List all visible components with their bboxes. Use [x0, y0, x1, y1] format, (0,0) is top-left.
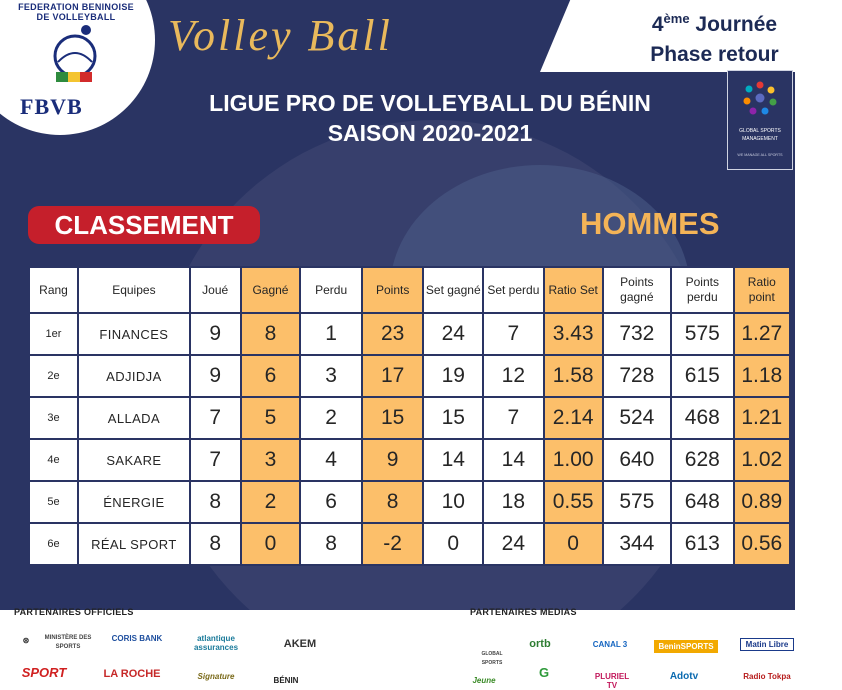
played-cell: 8 [190, 481, 241, 523]
round-number: 4 [651, 13, 664, 36]
media-logo: Adotv [669, 671, 699, 682]
sponsor-name-line1: GLOBAL SPORTS [739, 128, 781, 134]
partner-logo: Signature [197, 672, 235, 681]
rank-cell: 2e [29, 355, 78, 397]
won-cell: 2 [241, 481, 301, 523]
won-cell: 5 [241, 397, 301, 439]
played-cell: 9 [190, 355, 241, 397]
sets-won-cell: 24 [423, 313, 483, 355]
partner-logo: atlantique assurances [193, 634, 239, 652]
table-row [29, 313, 790, 355]
partner-logo: MINISTÈRE DES SPORTS [44, 635, 92, 650]
won-cell: 8 [241, 313, 301, 355]
header-points-gagne: Points gagné [603, 267, 671, 313]
header-ratio-set: Ratio Set [544, 267, 603, 313]
lost-cell: 2 [300, 397, 362, 439]
table-row [29, 439, 790, 481]
table-header-row [29, 267, 790, 313]
set-ratio-cell: 2.14 [544, 397, 603, 439]
points-won-cell: 640 [603, 439, 671, 481]
sets-lost-cell: 7 [483, 397, 543, 439]
table-row [29, 397, 790, 439]
point-ratio-cell: 1.21 [734, 397, 790, 439]
standings-table [28, 266, 791, 566]
partner-logo: SPORT [21, 665, 67, 680]
federation-acronym: FBVB [20, 94, 83, 119]
header-gagne: Gagné [241, 267, 301, 313]
played-cell: 9 [190, 313, 241, 355]
sponsor-logo [727, 70, 793, 170]
points-cell: -2 [362, 523, 424, 565]
media-logo: Jeune [472, 676, 496, 685]
sets-won-cell: 0 [423, 523, 483, 565]
lost-cell: 6 [300, 481, 362, 523]
won-cell: 0 [241, 523, 301, 565]
media-logo: Matin Libre [740, 638, 794, 651]
header-points-perdu: Points perdu [671, 267, 734, 313]
season-title: SAISON 2020-2021 [327, 120, 533, 146]
point-ratio-cell: 0.56 [734, 523, 790, 565]
point-ratio-cell: 1.18 [734, 355, 790, 397]
media-partners-title: PARTENAIRES MEDIAS [470, 607, 577, 617]
set-ratio-cell: 1.00 [544, 439, 603, 481]
partner-logo: LA ROCHE [103, 668, 161, 680]
sponsor-name [728, 127, 792, 143]
team-cell: FINANCES [78, 313, 190, 355]
header-perdu: Perdu [300, 267, 362, 313]
round-info [602, 4, 827, 70]
set-ratio-cell: 0.55 [544, 481, 603, 523]
round-suffix: ème [663, 11, 690, 26]
sponsor-tagline: WE MANAGE ALL SPORTS [737, 153, 783, 157]
header-set-gagne: Set gagné [423, 267, 483, 313]
official-partners-title: PARTENAIRES OFFICIELS [14, 607, 134, 617]
points-lost-cell: 613 [671, 523, 734, 565]
points-lost-cell: 648 [671, 481, 734, 523]
rank-cell: 6e [29, 523, 78, 565]
lost-cell: 3 [300, 355, 362, 397]
partner-logo: CORIS BANK [111, 634, 163, 643]
table-row [29, 523, 790, 565]
media-logo: ortb [529, 638, 551, 650]
sets-lost-cell: 7 [483, 313, 543, 355]
sets-lost-cell: 24 [483, 523, 543, 565]
lost-cell: 8 [300, 523, 362, 565]
won-cell: 3 [241, 439, 301, 481]
partner-ministry-seal-icon: ⊛ [22, 636, 30, 645]
header-ratio-point: Ratio point [734, 267, 790, 313]
points-cell: 15 [362, 397, 424, 439]
points-won-cell: 575 [603, 481, 671, 523]
rank-cell: 5e [29, 481, 78, 523]
sets-won-cell: 19 [423, 355, 483, 397]
media-logo: CANAL 3 [592, 640, 628, 649]
set-ratio-cell: 3.43 [544, 313, 603, 355]
media-logo: Radio Tokpa [743, 672, 791, 681]
points-won-cell: 524 [603, 397, 671, 439]
points-lost-cell: 615 [671, 355, 734, 397]
header-set-perdu: Set perdu [483, 267, 543, 313]
points-won-cell: 344 [603, 523, 671, 565]
sets-lost-cell: 14 [483, 439, 543, 481]
point-ratio-cell: 1.02 [734, 439, 790, 481]
script-title: Volley Ball [168, 11, 393, 60]
point-ratio-cell: 0.89 [734, 481, 790, 523]
lost-cell: 1 [300, 313, 362, 355]
media-logo: G [538, 665, 550, 680]
sets-won-cell: 14 [423, 439, 483, 481]
points-lost-cell: 575 [671, 313, 734, 355]
federation-name: FEDERATION BENINOISE DE VOLLEYBALL [18, 2, 134, 22]
header-points: Points [362, 267, 424, 313]
point-ratio-cell: 1.27 [734, 313, 790, 355]
table-row [29, 481, 790, 523]
team-cell: ALLADA [78, 397, 190, 439]
team-cell: ÉNERGIE [78, 481, 190, 523]
sets-won-cell: 10 [423, 481, 483, 523]
partner-logo: AKEM [283, 638, 317, 650]
points-cell: 17 [362, 355, 424, 397]
sponsor-name-line2: MANAGEMENT [742, 136, 778, 142]
header-joue: Joué [190, 267, 241, 313]
sponsor-dots-icon [743, 81, 777, 115]
round-word: Journée [695, 13, 778, 36]
phase-label: Phase retour [650, 43, 779, 66]
media-logo: BeninSPORTS [654, 640, 718, 653]
rank-cell: 4e [29, 439, 78, 481]
table-row [29, 355, 790, 397]
classement-label: CLASSEMENT [28, 206, 260, 244]
league-heading [150, 88, 710, 148]
header-rang: Rang [29, 267, 78, 313]
category-label: HOMMES [580, 206, 720, 241]
points-lost-cell: 468 [671, 397, 734, 439]
points-cell: 9 [362, 439, 424, 481]
points-won-cell: 732 [603, 313, 671, 355]
played-cell: 8 [190, 523, 241, 565]
rank-cell: 3e [29, 397, 78, 439]
points-cell: 23 [362, 313, 424, 355]
partner-logo: BÉNIN [273, 676, 299, 685]
sets-lost-cell: 18 [483, 481, 543, 523]
played-cell: 7 [190, 439, 241, 481]
team-cell: ADJIDJA [78, 355, 190, 397]
set-ratio-cell: 1.58 [544, 355, 603, 397]
points-cell: 8 [362, 481, 424, 523]
won-cell: 6 [241, 355, 301, 397]
set-ratio-cell: 0 [544, 523, 603, 565]
team-cell: RÉAL SPORT [78, 523, 190, 565]
sets-lost-cell: 12 [483, 355, 543, 397]
league-title: LIGUE PRO DE VOLLEYBALL DU BÉNIN [209, 90, 651, 116]
team-cell: SAKARE [78, 439, 190, 481]
media-logo: GLOBAL SPORTS [481, 651, 503, 666]
points-lost-cell: 628 [671, 439, 734, 481]
points-won-cell: 728 [603, 355, 671, 397]
lost-cell: 4 [300, 439, 362, 481]
header-equipes: Equipes [78, 267, 190, 313]
played-cell: 7 [190, 397, 241, 439]
media-logo: PLURIEL TV [594, 672, 630, 690]
sets-won-cell: 15 [423, 397, 483, 439]
rank-cell: 1er [29, 313, 78, 355]
volleyball-player-icon [48, 22, 102, 84]
